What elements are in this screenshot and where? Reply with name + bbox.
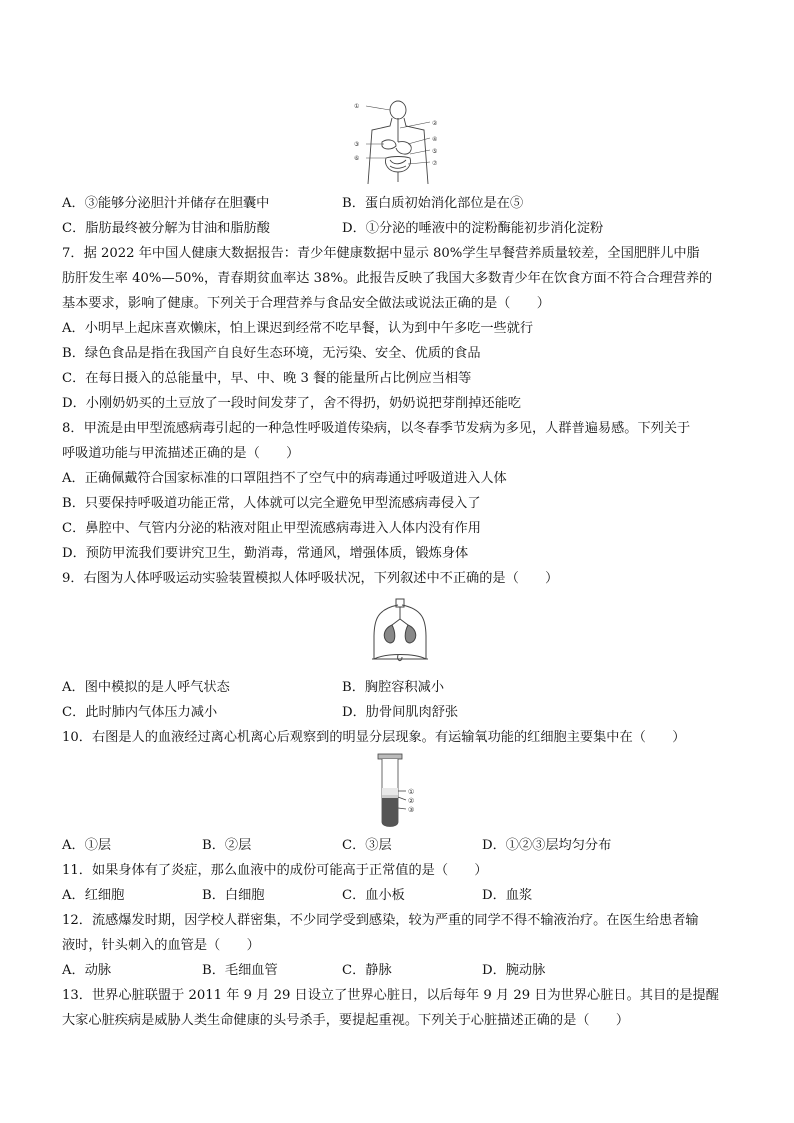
q7-stem-line: 肪肝发生率 40%—50%，青春期贫血率达 38%。此报告反映了我国大多数青少年在饮食方面不符合合理营养的 bbox=[62, 271, 713, 286]
q8-stem-line: 8．甲流是由甲型流感病毒引起的一种急性呼吸道传染病，以冬春季节发病为多见，人群普遍易感。下列关于 bbox=[62, 421, 691, 436]
digestive-label-6: ⑥ bbox=[354, 155, 360, 162]
q11-option-d: D．血浆 bbox=[482, 888, 533, 903]
q11-option-a: A．红细胞 bbox=[62, 888, 125, 903]
q10-option-c: C．③层 bbox=[342, 838, 392, 853]
q6-option-c: C．脂肪最终被分解为甘油和脂肪酸 bbox=[62, 221, 270, 236]
digestive-label-4: ④ bbox=[432, 136, 438, 143]
q11-stem: 11．如果身体有了炎症，那么血液中的成份可能高于正常值的是（ ） bbox=[62, 863, 488, 878]
q12-option-b: B．毛细血管 bbox=[202, 963, 278, 978]
q12-option-a: A．动脉 bbox=[62, 963, 112, 978]
digestive-label-7: ⑦ bbox=[432, 160, 438, 167]
q6-option-a: A．③能够分泌胆汁并储存在胆囊中 bbox=[62, 196, 270, 211]
q13-stem-line: 13．世界心脏联盟于 2011 年 9 月 29 日设立了世界心脏日，以后每年 9 月 29 日为世界心脏日。其目的是提醒 bbox=[62, 988, 719, 1003]
q11-option-b: B．白细胞 bbox=[202, 888, 265, 903]
q9-option-c: C．此时肺内气体压力减小 bbox=[62, 705, 218, 720]
q12-option-d: D．腕动脉 bbox=[482, 963, 546, 978]
q11-option-c: C．血小板 bbox=[342, 888, 405, 903]
q7-option-c: C．在每日摄入的总能量中，早、中、晚 3 餐的能量所占比例应当相等 bbox=[62, 371, 472, 386]
q13-stem-line: 大家心脏疾病是威胁人类生命健康的头号杀手，要提起重视。下列关于心脏描述正确的是（ ） bbox=[62, 1013, 630, 1028]
q8-option-c: C．鼻腔中、气管内分泌的粘液对阻止甲型流感病毒进入人体内没有作用 bbox=[62, 521, 481, 536]
q10-stem: 10．右图是人的血液经过离心机离心后观察到的明显分层现象。有运输氧功能的红细胞主要集中在（ ） bbox=[62, 730, 686, 745]
q12-stem-line: 液时，针头刺入的血管是（ ） bbox=[62, 938, 260, 953]
q7-stem-line: 7．据 2022 年中国人健康大数据报告：青少年健康数据中显示 80%学生早餐营养质量较差，全国肥胖儿中脂 bbox=[62, 246, 700, 261]
q8-option-d: D．预防甲流我们要讲究卫生，勤消毒，常通风，增强体质，锻炼身体 bbox=[62, 546, 469, 561]
breathing-model-figure bbox=[368, 597, 432, 669]
blood-tube-figure bbox=[376, 752, 428, 830]
q7-stem-line: 基本要求，影响了健康。下列关于合理营养与食品安全做法或说法正确的是（ ） bbox=[62, 296, 550, 311]
q12-stem-line: 12．流感爆发时期，因学校人群密集，不少同学受到感染，较为严重的同学不得不输液治疗。在医生给患者输 bbox=[62, 913, 699, 928]
q9-option-b: B．胸腔容积减小 bbox=[342, 680, 445, 695]
digestive-system-figure bbox=[352, 98, 444, 186]
q8-option-a: A．正确佩戴符合国家标准的口罩阻挡不了空气中的病毒通过呼吸道进入人体 bbox=[62, 471, 507, 486]
blood-layer-label-1: ① bbox=[408, 788, 415, 796]
q8-option-b: B．只要保持呼吸道功能正常，人体就可以完全避免甲型流感病毒侵入了 bbox=[62, 496, 481, 511]
q9-stem: 9．右图为人体呼吸运动实验装置模拟人体呼吸状况，下列叙述中不正确的是（ ） bbox=[62, 571, 559, 586]
q8-stem-line: 呼吸道功能与甲流描述正确的是（ ） bbox=[62, 446, 300, 461]
q10-option-d: D．①②③层均匀分布 bbox=[482, 838, 612, 853]
digestive-label-3: ③ bbox=[354, 141, 360, 148]
q10-option-b: B．②层 bbox=[202, 838, 252, 853]
q7-option-d: D．小刚奶奶买的土豆放了一段时间发芽了，舍不得扔，奶奶说把芽削掉还能吃 bbox=[62, 396, 521, 411]
q7-option-b: B．绿色食品是指在我国产自良好生态环境，无污染、安全、优质的食品 bbox=[62, 346, 481, 361]
digestive-label-2: ② bbox=[432, 120, 438, 127]
digestive-label-1: ① bbox=[354, 103, 360, 110]
blood-layer-label-2: ② bbox=[408, 797, 415, 805]
q7-option-a: A．小明早上起床喜欢懒床，怕上课迟到经常不吃早餐，认为到中午多吃一些就行 bbox=[62, 321, 534, 336]
q10-option-a: A．①层 bbox=[62, 838, 112, 853]
q6-option-b: B．蛋白质初始消化部位是在⑤ bbox=[342, 196, 524, 211]
digestive-label-5: ⑤ bbox=[432, 148, 438, 155]
q6-option-d: D．①分泌的唾液中的淀粉酶能初步消化淀粉 bbox=[342, 221, 604, 236]
q9-option-a: A．图中模拟的是人呼气状态 bbox=[62, 680, 230, 695]
q12-option-c: C．静脉 bbox=[342, 963, 392, 978]
blood-layer-label-3: ③ bbox=[408, 806, 415, 814]
q9-option-d: D．肋骨间肌肉舒张 bbox=[342, 705, 459, 720]
